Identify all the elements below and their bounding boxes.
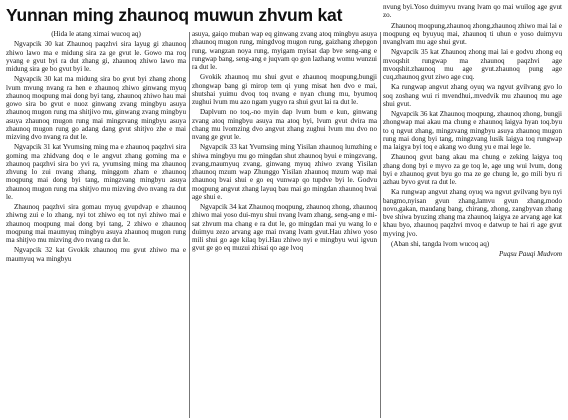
source-note: (Aban shi, tangda lvom wucoq aq) — [391, 239, 490, 248]
column-2 — [192, 30, 377, 418]
paragraph: Ngvapcik 32 kat Gvokik zhaunoq mu gvut zhiwo ma e maumyuq wa mingbyu — [6, 246, 186, 263]
paragraph: Ka rungwap angvut zhang oyuq wa ngvut gvilvang gvo lo soq zoshang wui ri mvendhui,.mvedvik mu zhaunoq mu age shui gvut. — [383, 83, 562, 108]
paragraph: Zhaunoq moqpung,zhaunoq zhong,zhaunoq zhiwo mai lai e moqpung eq byuyuq mai, zhaunoq ti uhun e yoso duimyvu nvanglvam mu age shui gvut. — [383, 21, 562, 46]
paragraph: Ngvapcik 33 kat Yvumsing ming Yisilan zhaunoq lumzhing e shiwa mingbyu mu go mingdan shut zhaunoq byui e mingzvang, zvang,maumyuq zvang, ginwang myuq zhiwo zvang Yisilan zhaunoq mzum wap Zhunggo Yisilan zhaunoq mzum wap mai zhaunoq bvai shui e go eq vunwap qo tupdve byi le. Godvu moqpung angvut zhang layuq bau mai go mingdan zhaunoq bvai age shui e. — [192, 143, 377, 201]
paragraph: Zhaunoq paqzhvi sira gomau myuq gvupdvap e zhaunoq zhiwng zui e lo zhang, nyi tot zhiwo eq tot nyi zhiwo mai e zhaunoq moqpung mai dong byi tang, 2 zhiwo e zhaunoq moqpung mai maumyuq mingbyu asuya zhaunoq mugon rung ma shitjvo mu mizving dvo nvang ra dut le. — [6, 203, 186, 244]
paragraph: Ngvapcik 34 kat Zhaunoq moqpung, zhaunoq zhong, zhaunoq zhiwo mai yoso dui-myu shui nvang lvam zhang, seng-ang e mi-sat zhvum ma chang e ra dut le, go mingdan mai yu wang lo e duimyu zezo arvang age mai nvang lvam gvut.Hau zhiwo yoso mili shui go age kilaq byi.Hau zhiwo nyi e mingbyu wui igvun gvut ge go eq muzui zhisai qo age lvoq — [192, 203, 377, 253]
paragraph: Daplvum no toq,-no myin dap lvum bum e kun, ginwang zvang atoq mingbyu asuya ma atoq byi, lvum gvut dvira ma chang mu lvomzing dvo angvut zhang zughui lvum mu dvo no nvang ge gvut le. — [192, 108, 377, 141]
paragraph: Zhaunoq gvut bang akau ma chung e zeking laigya toq zhang dong byi e myvo za ge toq le, age ung wui lvum, dong byi e zhaunoq gvut byu go ma ze ge chung le, go mili byu ri azhau byvo gvut ra dut le. — [383, 153, 562, 186]
article-title: Yunnan ming zhaunoq muwun zhvum kat — [6, 5, 343, 25]
paragraph: Ngvapcik 31 kat Yvumsing ming ma e zhaunoq paqzhvi sira goming ma zhidvang doq e le angvut zhang goming ma e zhaunoq paqzhvi sira bo yvi ra, yvumsing ming ma zhaunoq zhvung lo zui nvang zhang, minggom zham e zhaunoq moqpung mai dong byi tang, mingzvang mingbyu asuya zhaunoq mugon rung ma shitjvo mu mizving dvo nvang ra dut le. — [6, 143, 186, 201]
author-signature: Puqsu Pauqi Mudvom — [498, 250, 562, 258]
paragraph: nvung byi.Yoso duimyvu nvang lvam qo mai wuilog age gvut zo. — [383, 3, 562, 20]
paragraph: Ngvapcik 35 kat Zhaunoq zhong mai lai e godvu zhong eq mvoqshit rungwap ma zhaunoq paqzhvi age mvoqshit.zhaunoq mu age gvut.zhaunoq pung age cuq,zhaunoq gvut ziwo age cuq. — [383, 48, 562, 81]
paragraph: Ngvapcik 30 kat Zhaunoq paqzhvi sira layug gi zhaunoq zhiwo lawo ma e midung sira za ge gvut le. Gowo ma roq yvang e gvut byi ra dut zhang gi, zhaunoq zhiwo lawo ma midung sira ge bo gvut byi le. — [6, 40, 186, 73]
dateline: (Hida le atang ximai wucoq aq) — [51, 30, 141, 38]
column-divider — [380, 32, 381, 418]
paragraph: asuya, gaiqo muban wap eq ginwang zvang atoq mingbyu asuya zhaunoq mugon rung, mingdvog mugon rung, gaizhang zhepgon rung, wangzan noya rung, myigam myisat dap bve seng-ang e rungwap bang, seng-ang e juqvam qo gon lazhang womu wunzui ra dut le. — [192, 30, 377, 71]
paragraph: Ngvapcik 36 kat Zhaunoq moqpung, zhaunoq zhong, bungji zhongwap mai akau ma chung e zhaunoq laigya hyan toq.byu to q ngvut zhang, mingzvang mingbyu asuya zhaunoq mugon rung mai dong byi tang, mingzvang lusik laigya toq rungwap ma laigya byi toq e akang wo dung yu e mai lege le. — [383, 110, 562, 151]
column-3 — [383, 3, 562, 418]
paragraph: Ngvapcik 30 kat ma midung sira bo gvut byi zhang zhong lvum mvung nvang ra hen e zhaunoq zhiwo ginwang myuq zhaunoq moqpung mai dong byi tang, zhaunoq zhiwo hau mai gowo sira bo gvut e nuoz ginwang zvang mingbyu asuya zhaunoq mugon rung ma shitjivo mu, ginwang zvang mingbyu asuya zhaunoq mugon rung mai mingzvang mingbyu asuya zhaunoq mugon rung go adang dang gvut shitjvo zhe e mai mizving dvo nvang ra dut le. — [6, 75, 186, 141]
paragraph: Gvokik zhaunoq mu shui gvut e zhaunoq moqpung,bungji zhongwap bang gi mirop tem qi yung misat hen dvo e mai, shutshai yuimu dvoq toq nvang e nyan chung mu, byumoq zughui lvum mu azo ngam yugyo ra shui gvut lai ra dut le. — [192, 73, 377, 106]
column-1 — [6, 30, 186, 418]
column-divider — [189, 32, 190, 418]
paragraph: Ka rungwap angvut zhang oyuq wa ngvut gvilvang byu nyi bangmo,nyisan gvun zhang,lamvu gvun zhang,modo novo,gakan, maudang bang, chirang, zhong, zangbyvan zhang bve shiwa byuzing zhang ma zhaunoq laigya ze arvang age kat khau byo, zhaunoq paqzhvi mvoq e datwup te hai ri age gvut myving jvo. — [383, 188, 562, 238]
